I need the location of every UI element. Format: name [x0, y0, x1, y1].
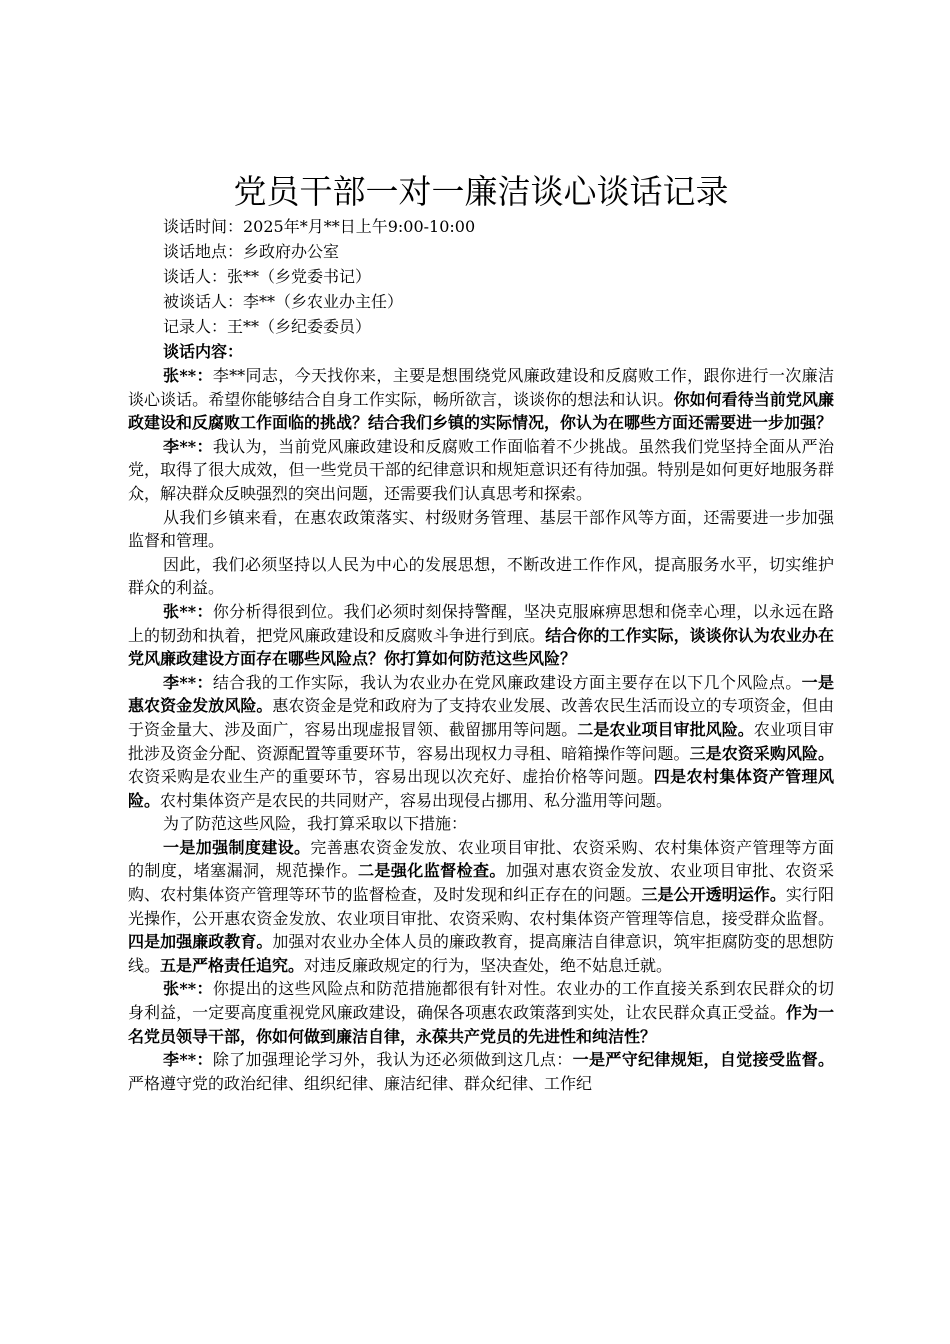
emphasized-text: 五是严格责任追究。: [160, 955, 305, 975]
speaker-label: 李**：: [163, 1050, 213, 1070]
paragraph-text: 农村集体资产是农民的共同财产，容易出现侵占挪用、私分滥用等问题。: [160, 790, 673, 810]
document-page: [128, 172, 834, 1095]
conversation-body: [128, 364, 834, 1095]
emphasized-text: 二是强化监督检查。: [358, 861, 506, 881]
paragraph-text: 你分析得很到位。我们必须时刻保持警醒，坚决克服麻痹思想和侥幸心理，以永远在路上的韧劲和执着，把党风廉政建设和反腐败斗争进行到底。: [128, 601, 834, 645]
paragraph-text: 为了防范这些风险，我打算采取以下措施：: [163, 814, 468, 834]
conversation-paragraph: [128, 506, 834, 553]
emphasized-text: 一是惠农资金发放风险。: [128, 672, 834, 716]
meta-block: [128, 214, 834, 364]
emphasized-text: 一是加强制度建设。: [163, 837, 311, 857]
emphasized-text: 你如何看待当前党风廉政建设和反腐败工作面临的挑战？结合我们乡镇的实际情况，你认为在哪些方面还需要进一步加强？: [128, 389, 834, 433]
conversation-paragraph: [128, 553, 834, 600]
paragraph-text: 因此，我们必须坚持以人民为中心的发展思想，不断改进工作作风，提高服务水平，切实维护群众的利益。: [128, 554, 834, 598]
paragraph-text: 对违反廉政规定的行为，坚决查处，绝不姑息迁就。: [304, 955, 673, 975]
meta-location: 谈话地点：乡政府办公室: [163, 242, 340, 261]
meta-time: 谈话时间：2025年*月**日上午9:00-10:00: [163, 217, 476, 236]
conversation-paragraph: [128, 977, 834, 1048]
meta-interviewee: 被谈话人：李**（乡农业办主任）: [163, 292, 404, 311]
emphasized-text: 四是加强廉政教育。: [128, 932, 273, 952]
emphasized-text: 三是公开透明运作。: [641, 885, 786, 905]
paragraph-text: 加强对惠农资金发放、农业项目审批、农资采购、农村集体资产管理等环节的监督检查，及时发现和纠正存在的问题。: [128, 861, 834, 905]
emphasized-text: 二是农业项目审批风险。: [577, 719, 754, 739]
conversation-paragraph: [128, 836, 834, 978]
paragraph-text: 李**同志，今天找你来，主要是想围绕党风廉政建设和反腐败工作，跟你进行一次廉洁谈心谈话。希望你能够结合自身工作实际，畅所欲言，谈谈你的想法和认识。: [128, 366, 834, 409]
paragraph-text: 我认为，当前党风廉政建设和反腐败工作面临着不少挑战。虽然我们党坚持全面从严治党，取得了很大成效，但一些党员干部的纪律意识和规矩意识还有待加强。特别是如何更好地服务群众，解决群众反映强烈的突出问题，还需要我们认真思考和探索。: [128, 436, 834, 503]
content-heading: 谈话内容：: [163, 342, 244, 361]
document-title: 党员干部一对一廉洁谈心谈话记录: [233, 172, 729, 211]
emphasized-text: 结合你的工作实际，谈谈你认为农业办在党风廉政建设方面存在哪些风险点？你打算如何防范这些风险？: [128, 625, 834, 669]
conversation-paragraph: [128, 600, 834, 671]
speaker-label: 张**：: [163, 979, 213, 999]
speaker-label: 张**：: [163, 366, 213, 385]
emphasized-text: 一是严守纪律规矩，自觉接受监督。: [572, 1050, 834, 1070]
speaker-label: 张**：: [163, 601, 213, 621]
paragraph-text: 加强对农业办全体人员的廉政教育，提高廉洁自律意识，筑牢拒腐防变的思想防线。: [128, 932, 834, 975]
speaker-label: 李**：: [163, 436, 213, 456]
paragraph-text: 完善惠农资金发放、农业项目审批、农资采购、农村集体资产管理等方面的制度，堵塞漏洞，规范操作。: [128, 837, 834, 881]
emphasized-text: 三是农资采购风险。: [689, 743, 834, 763]
emphasized-text: 作为一名党员领导干部，你如何做到廉洁自律，永葆共产党员的先进性和纯洁性？: [128, 1003, 834, 1046]
conversation-paragraph: [128, 812, 834, 836]
conversation-paragraph: [128, 364, 834, 435]
conversation-paragraph: [128, 671, 834, 813]
paragraph-text: 结合我的工作实际，我认为农业办在党风廉政建设方面主要存在以下几个风险点。: [212, 672, 802, 692]
paragraph-text: 你提出的这些风险点和防范措施都很有针对性。农业办的工作直接关系到农民群众的切身利益，一定要高度重视党风廉政建设，确保各项惠农政策落到实处，让农民群众真正受益。: [128, 979, 834, 1023]
conversation-paragraph: [128, 1048, 834, 1095]
meta-interviewer: 谈话人：张**（乡党委书记）: [163, 267, 372, 286]
meta-recorder: 记录人：王**（乡纪委委员）: [163, 317, 372, 336]
speaker-label: 李**：: [163, 672, 213, 692]
paragraph-text: 严格遵守党的政治纪律、组织纪律、廉洁纪律、群众纪律、工作纪: [128, 1073, 593, 1093]
paragraph-text: 惠农资金是党和政府为了支持农业发展、改善农民生活而设立的专项资金，但由于资金量大、涉及面广，容易出现虚报冒领、截留挪用等问题。: [128, 696, 834, 739]
paragraph-text: 从我们乡镇来看，在惠农政策落实、村级财务管理、基层干部作风等方面，还需要进一步加强监督和管理。: [128, 507, 834, 551]
conversation-paragraph: [128, 435, 834, 506]
paragraph-text: 农业项目审批涉及资金分配、资源配置等重要环节，容易出现权力寻租、暗箱操作等问题。: [128, 719, 834, 763]
emphasized-text: 四是农村集体资产管理风险。: [128, 767, 834, 810]
paragraph-text: 农资采购是农业生产的重要环节，容易出现以次充好、虚抬价格等问题。: [128, 767, 654, 787]
paragraph-text: 实行阳光操作，公开惠农资金发放、农业项目审批、农资采购、农村集体资产管理等信息，接受群众监督。: [128, 885, 834, 928]
paragraph-text: 除了加强理论学习外，我认为还必须做到这几点：: [212, 1050, 573, 1070]
